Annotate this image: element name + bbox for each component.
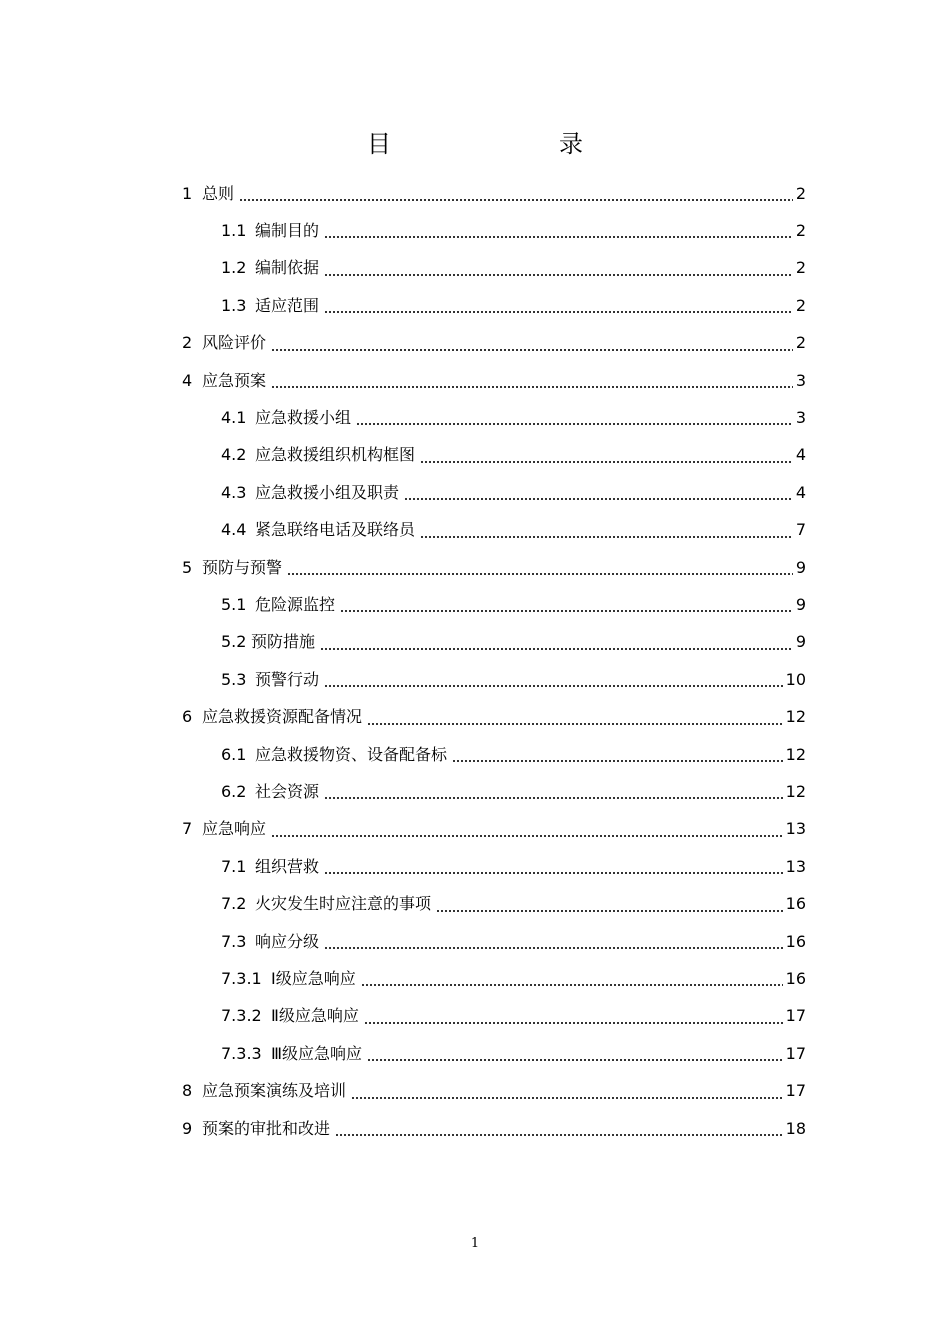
toc-entry[interactable] xyxy=(221,848,806,885)
toc-entry-page: 13 xyxy=(785,856,806,876)
toc-dot-leader xyxy=(324,797,783,799)
toc-entry-page: 10 xyxy=(785,669,806,689)
toc-entry-page: 3 xyxy=(795,407,806,427)
toc-entry-number: 7 xyxy=(182,819,193,839)
toc-entry-title: 紧急联络电话及联络员 xyxy=(255,520,416,540)
toc-entry-number: 7.3.3 xyxy=(221,1043,262,1063)
toc-entry[interactable] xyxy=(182,175,806,212)
toc-entry-number: 7.2 xyxy=(221,894,247,914)
toc-entry-number: 7.1 xyxy=(221,856,247,876)
toc-dot-leader xyxy=(367,723,783,725)
toc-entry-number: 1.3 xyxy=(221,295,247,315)
toc-entry[interactable] xyxy=(221,512,806,549)
toc-entry-page: 9 xyxy=(795,557,806,577)
toc-dot-leader xyxy=(452,760,783,762)
toc-entry[interactable] xyxy=(182,1110,806,1147)
toc-entry-number: 6.2 xyxy=(221,781,247,801)
toc-entry-number: 7.3 xyxy=(221,931,247,951)
toc-entry-page: 2 xyxy=(795,258,806,278)
toc-entry-title: 预警行动 xyxy=(255,669,320,689)
toc-entry-title: 社会资源 xyxy=(255,781,320,801)
toc-dot-leader xyxy=(324,947,783,949)
toc-entry-page: 18 xyxy=(785,1118,806,1138)
toc-entry-page: 2 xyxy=(795,220,806,240)
toc-entry[interactable] xyxy=(221,399,806,436)
toc-entry-page: 3 xyxy=(795,370,806,390)
toc-entry[interactable] xyxy=(182,325,806,362)
toc-entry-title: 应急救援资源配备情况 xyxy=(202,707,363,727)
toc-dot-leader xyxy=(271,349,793,351)
toc-dot-leader xyxy=(420,536,793,538)
toc-entry-title: 火灾发生时应注意的事项 xyxy=(255,894,432,914)
toc-entry[interactable] xyxy=(182,811,806,848)
toc-entry-title: 预防措施 xyxy=(251,632,316,652)
toc-entry-page: 13 xyxy=(785,819,806,839)
toc-entry-page: 17 xyxy=(785,1006,806,1026)
toc-entry[interactable] xyxy=(182,699,806,736)
toc-entry-number: 5.1 xyxy=(221,594,247,614)
toc-entry-number: 1.1 xyxy=(221,220,247,240)
toc-entry-title: 预案的审批和改进 xyxy=(202,1118,331,1138)
toc-entry-number: 5 xyxy=(182,557,193,577)
toc-entry-title: 应急预案 xyxy=(202,370,267,390)
toc-entry-page: 9 xyxy=(795,632,806,652)
toc-entry-title: 应急救援组织机构框图 xyxy=(255,445,416,465)
toc-dot-leader xyxy=(320,648,793,650)
toc-entry-page: 2 xyxy=(795,333,806,353)
toc-entry[interactable] xyxy=(221,960,806,997)
toc-entry-number: 6 xyxy=(182,707,193,727)
toc-entry-number: 2 xyxy=(182,333,193,353)
toc-entry[interactable] xyxy=(221,212,806,249)
toc-entry-page: 12 xyxy=(785,707,806,727)
toc-entry-number: 4.3 xyxy=(221,482,247,502)
toc-dot-leader xyxy=(324,311,793,313)
toc-dot-leader xyxy=(271,835,783,837)
toc-dot-leader xyxy=(324,236,793,238)
toc-entry-title: 适应范围 xyxy=(255,295,320,315)
toc-entry[interactable] xyxy=(182,1073,806,1110)
toc-entry-page: 2 xyxy=(795,183,806,203)
toc-entry-title: 总则 xyxy=(202,183,235,203)
toc-dot-leader xyxy=(367,1059,783,1061)
toc-dot-leader xyxy=(420,461,793,463)
toc-dot-leader xyxy=(239,199,793,201)
toc-entry[interactable] xyxy=(221,250,806,287)
toc-entry-number: 1 xyxy=(182,183,193,203)
toc-dot-leader xyxy=(351,1097,783,1099)
toc-entry-title: 应急救援小组 xyxy=(255,407,352,427)
toc-entry-number: 5.2 xyxy=(221,632,247,652)
toc-entry-page: 17 xyxy=(785,1043,806,1063)
toc-dot-leader xyxy=(324,685,783,687)
toc-entry[interactable] xyxy=(182,362,806,399)
toc-entry[interactable] xyxy=(221,661,806,698)
toc-entry-title: Ⅱ级应急响应 xyxy=(271,1006,359,1026)
toc-entry-page: 16 xyxy=(785,968,806,988)
toc-entry[interactable] xyxy=(221,624,806,661)
toc-entry-page: 12 xyxy=(785,744,806,764)
toc-entry-page: 7 xyxy=(795,520,806,540)
toc-dot-leader xyxy=(361,984,783,986)
toc-entry-title: 应急响应 xyxy=(202,819,267,839)
toc-entry-title: 预防与预警 xyxy=(202,557,283,577)
toc-entry-page: 17 xyxy=(785,1081,806,1101)
toc-entry-title: 编制目的 xyxy=(255,220,320,240)
toc-dot-leader xyxy=(335,1134,783,1136)
page-number: 1 xyxy=(470,1236,480,1251)
toc-entry-page: 2 xyxy=(795,295,806,315)
toc-entry-page: 12 xyxy=(785,781,806,801)
toc-dot-leader xyxy=(287,573,793,575)
toc-dot-leader xyxy=(340,610,793,612)
toc-entry[interactable] xyxy=(221,287,806,324)
toc-entry-page: 16 xyxy=(785,894,806,914)
toc-dot-leader xyxy=(271,386,793,388)
toc-entry-page: 16 xyxy=(785,931,806,951)
toc-entry[interactable] xyxy=(221,773,806,810)
toc-entry-title: 应急救援物资、设备配备标 xyxy=(255,744,448,764)
toc-entry[interactable] xyxy=(221,437,806,474)
toc-entry-title: 应急救援小组及职责 xyxy=(255,482,400,502)
toc-dot-leader xyxy=(324,872,783,874)
toc-entry-number: 4 xyxy=(182,370,193,390)
toc-entry[interactable] xyxy=(221,586,806,623)
toc-entry-title: Ⅰ级应急响应 xyxy=(271,968,356,988)
toc-entry-title: 危险源监控 xyxy=(255,594,336,614)
toc-entry-page: 9 xyxy=(795,594,806,614)
toc-entry-number: 6.1 xyxy=(221,744,247,764)
toc-entry-number: 4.1 xyxy=(221,407,247,427)
toc-dot-leader xyxy=(436,910,783,912)
toc-entry-title: 编制依据 xyxy=(255,258,320,278)
page-title: 目 录 xyxy=(367,130,623,158)
toc-entry-title: 应急预案演练及培训 xyxy=(202,1081,347,1101)
toc-entry-title: 组织营救 xyxy=(255,856,320,876)
toc-entry-number: 5.3 xyxy=(221,669,247,689)
toc-entry[interactable] xyxy=(221,474,806,511)
toc-entry-number: 4.4 xyxy=(221,520,247,540)
toc-entry[interactable] xyxy=(221,998,806,1035)
toc-dot-leader xyxy=(356,423,793,425)
toc-entry[interactable] xyxy=(182,549,806,586)
toc-entry-title: Ⅲ级应急响应 xyxy=(271,1043,363,1063)
toc-dot-leader xyxy=(324,274,793,276)
toc-entry-number: 7.3.2 xyxy=(221,1006,262,1026)
toc-entry-number: 7.3.1 xyxy=(221,968,262,988)
toc-dot-leader xyxy=(404,498,793,500)
toc-entry-number: 4.2 xyxy=(221,445,247,465)
toc-entry-number: 8 xyxy=(182,1081,193,1101)
toc-entry-title: 风险评价 xyxy=(202,333,267,353)
toc-entry-page: 4 xyxy=(795,445,806,465)
toc-dot-leader xyxy=(364,1022,783,1024)
toc-entry-title: 响应分级 xyxy=(255,931,320,951)
toc-entry-number: 9 xyxy=(182,1118,193,1138)
toc-entry[interactable] xyxy=(221,886,806,923)
toc-entry[interactable] xyxy=(221,923,806,960)
toc-entry-page: 4 xyxy=(795,482,806,502)
toc-entry-number: 1.2 xyxy=(221,258,247,278)
toc-entry[interactable] xyxy=(221,736,806,773)
toc-entry[interactable] xyxy=(221,1035,806,1072)
